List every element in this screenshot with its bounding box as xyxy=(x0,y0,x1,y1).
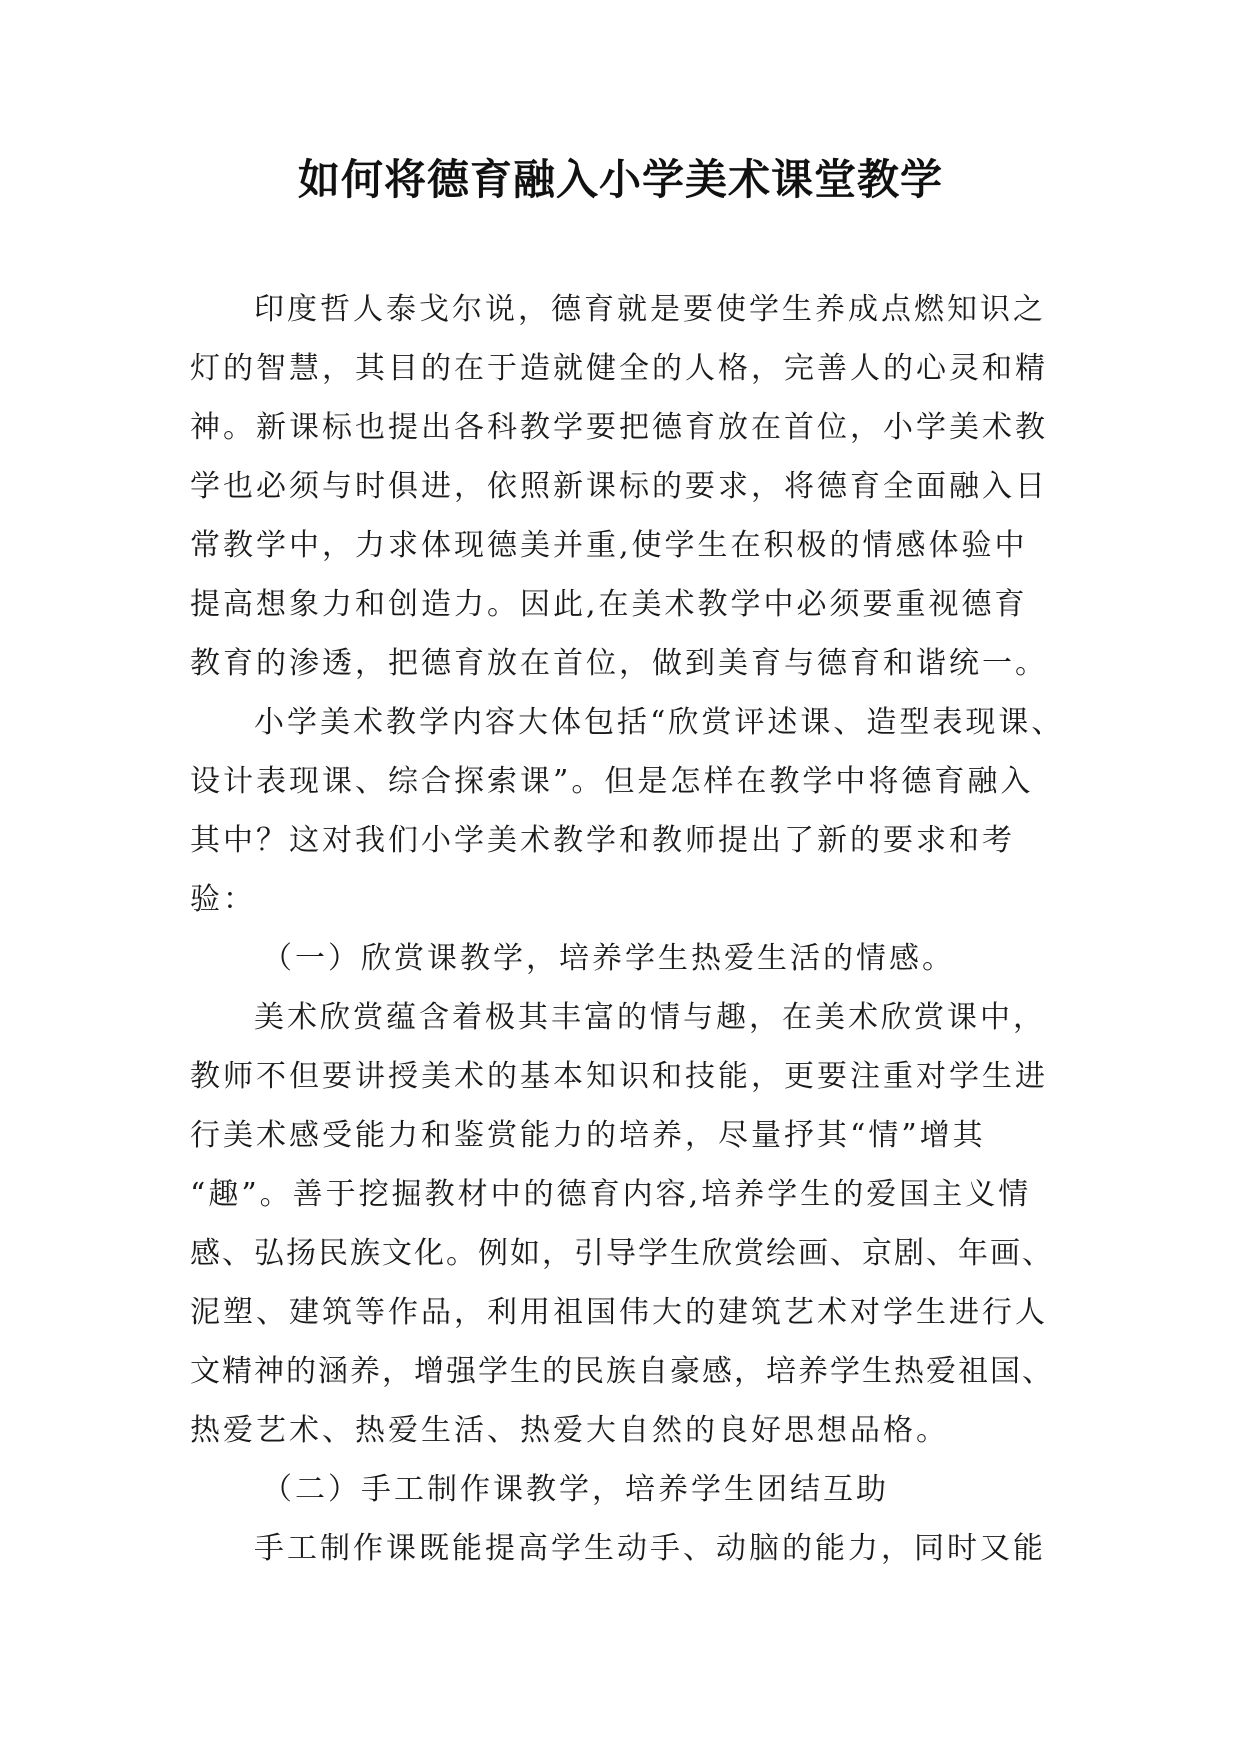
text-line: 验： xyxy=(190,882,256,917)
text-line: 行美术感受能力和鉴赏能力的培养，尽量抒其“情”增其 xyxy=(190,1118,986,1153)
text-line: 热爱艺术、热爱生活、热爱大自然的良好思想品格。 xyxy=(190,1413,949,1448)
text-line: 手工制作课既能提高学生动手、动脑的能力，同时又能 xyxy=(254,1531,1046,1566)
text-line: 泥塑、建筑等作品，利用祖国伟大的建筑艺术对学生进行人 xyxy=(190,1295,1048,1330)
text-line: 神。新课标也提出各科教学要把德育放在首位，小学美术教 xyxy=(190,410,1048,445)
text-line: 教师不但要讲授美术的基本知识和技能，更要注重对学生进 xyxy=(190,1059,1048,1094)
text-line: 灯的智慧，其目的在于造就健全的人格，完善人的心灵和精 xyxy=(190,351,1048,386)
text-line: 常教学中，力求体现德美并重,使学生在积极的情感体验中 xyxy=(190,528,1028,563)
text-line: “趣”。善于挖掘教材中的德育内容,培养学生的爱国主义情 xyxy=(190,1177,1032,1212)
section-heading-2: （二）手工制作课教学，培养学生团结互助 xyxy=(262,1472,889,1507)
document-title: 如何将德育融入小学美术课堂教学 xyxy=(297,155,943,204)
section-heading-1: （一）欣赏课教学，培养学生热爱生活的情感。 xyxy=(262,941,955,976)
text-line: 设计表现课、综合探索课”。但是怎样在教学中将德育融入 xyxy=(190,764,1034,799)
text-line: 提高想象力和创造力。因此,在美术教学中必须要重视德育 xyxy=(190,587,1028,622)
text-line: 印度哲人泰戈尔说，德育就是要使学生养成点燃知识之 xyxy=(254,292,1046,327)
text-line: 小学美术教学内容大体包括“欣赏评述课、造型表现课、 xyxy=(254,705,1065,740)
text-line: 文精神的涵养，增强学生的民族自豪感，培养学生热爱祖国、 xyxy=(190,1354,1054,1389)
text-line: 感、弘扬民族文化。例如，引导学生欣赏绘画、京剧、年画、 xyxy=(190,1236,1054,1271)
text-line: 其中？这对我们小学美术教学和教师提出了新的要求和考 xyxy=(190,823,1015,858)
document-body xyxy=(190,280,1065,1578)
text-line: 教育的渗透，把德育放在首位，做到美育与德育和谐统一。 xyxy=(190,646,1048,681)
text-line: 美术欣赏蕴含着极其丰富的情与趣，在美术欣赏课中， xyxy=(254,1000,1046,1035)
text-line: 学也必须与时俱进，依照新课标的要求，将德育全面融入日 xyxy=(190,469,1048,504)
